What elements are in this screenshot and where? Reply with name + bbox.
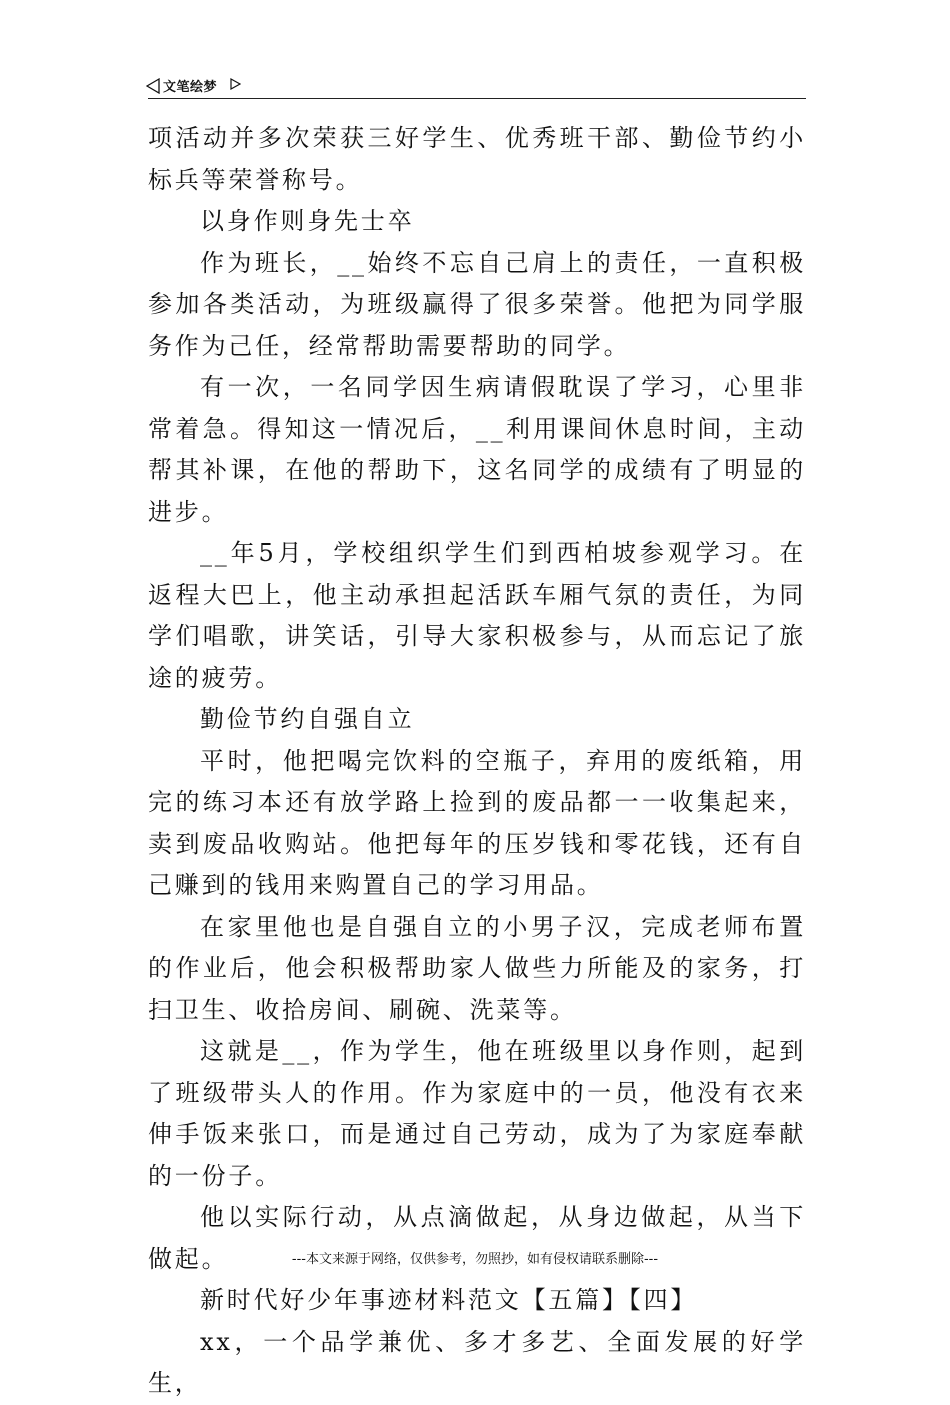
footer-disclaimer: ---本文来源于网络，仅供参考，勿照抄，如有侵权请联系删除--- bbox=[291, 1252, 659, 1267]
section-heading-thrift: 勤俭节约自强自立 bbox=[200, 705, 415, 733]
section-title: 新时代好少年事迹材料范文【五篇】【四】 bbox=[200, 1286, 698, 1314]
paragraph-field-trip: __年5月，学校组织学生们到西柏坡参观学习。在返程大巴上，他主动承担起活跃车厢气氛的责任，为同学们唱歌，讲笑话，引导大家积极参与，从而忘记了旅途的疲劳。 bbox=[148, 539, 806, 692]
page-header bbox=[148, 72, 806, 99]
paragraph-action: 他以实际行动，从点滴做起，从身边做起，从当下做起。 bbox=[148, 1203, 806, 1273]
section-heading-lead-by-example: 以身作则身先士卒 bbox=[200, 207, 415, 235]
triangle-left-icon bbox=[146, 78, 160, 94]
paragraph-intro: xx，一个品学兼优、多才多艺、全面发展的好学生， bbox=[148, 1327, 806, 1397]
paragraph-continuation: 项活动并多次荣获三好学生、优秀班干部、勤俭节约小标兵等荣誉称号。 bbox=[148, 124, 806, 194]
paragraph-summary: 这就是__，作为学生，他在班级里以身作则，起到了班级带头人的作用。作为家庭中的一员，他没有衣来伸手饭来张口，而是通过自己劳动，成为了为家庭奉献的一份子。 bbox=[148, 1037, 806, 1190]
paragraph-housework: 在家里他也是自强自立的小男子汉，完成老师布置的作业后，他会积极帮助家人做些力所能及的家务，打扫卫生、收拾房间、刷碗、洗菜等。 bbox=[148, 912, 806, 1024]
triangle-right-icon bbox=[230, 78, 241, 90]
document-body bbox=[148, 118, 806, 1405]
header-title: 文笔绘梦 bbox=[163, 80, 218, 95]
paragraph-recycling: 平时，他把喝完饮料的空瓶子，弃用的废纸箱，用完的练习本还有放学路上捡到的废品都一一收集起来，卖到废品收购站。他把每年的压岁钱和零花钱，还有自己赚到的钱用来购置自己的学习用品。 bbox=[148, 746, 806, 899]
paragraph-class-monitor: 作为班长，__始终不忘自己肩上的责任，一直积极参加各类活动，为班级赢得了很多荣誉。他把为同学服务作为己任，经常帮助需要帮助的同学。 bbox=[148, 248, 806, 360]
paragraph-tutoring: 有一次，一名同学因生病请假耽误了学习，心里非常着急。得知这一情况后，__利用课间休息时间，主动帮其补课，在他的帮助下，这名同学的成绩有了明显的进步。 bbox=[148, 373, 806, 526]
